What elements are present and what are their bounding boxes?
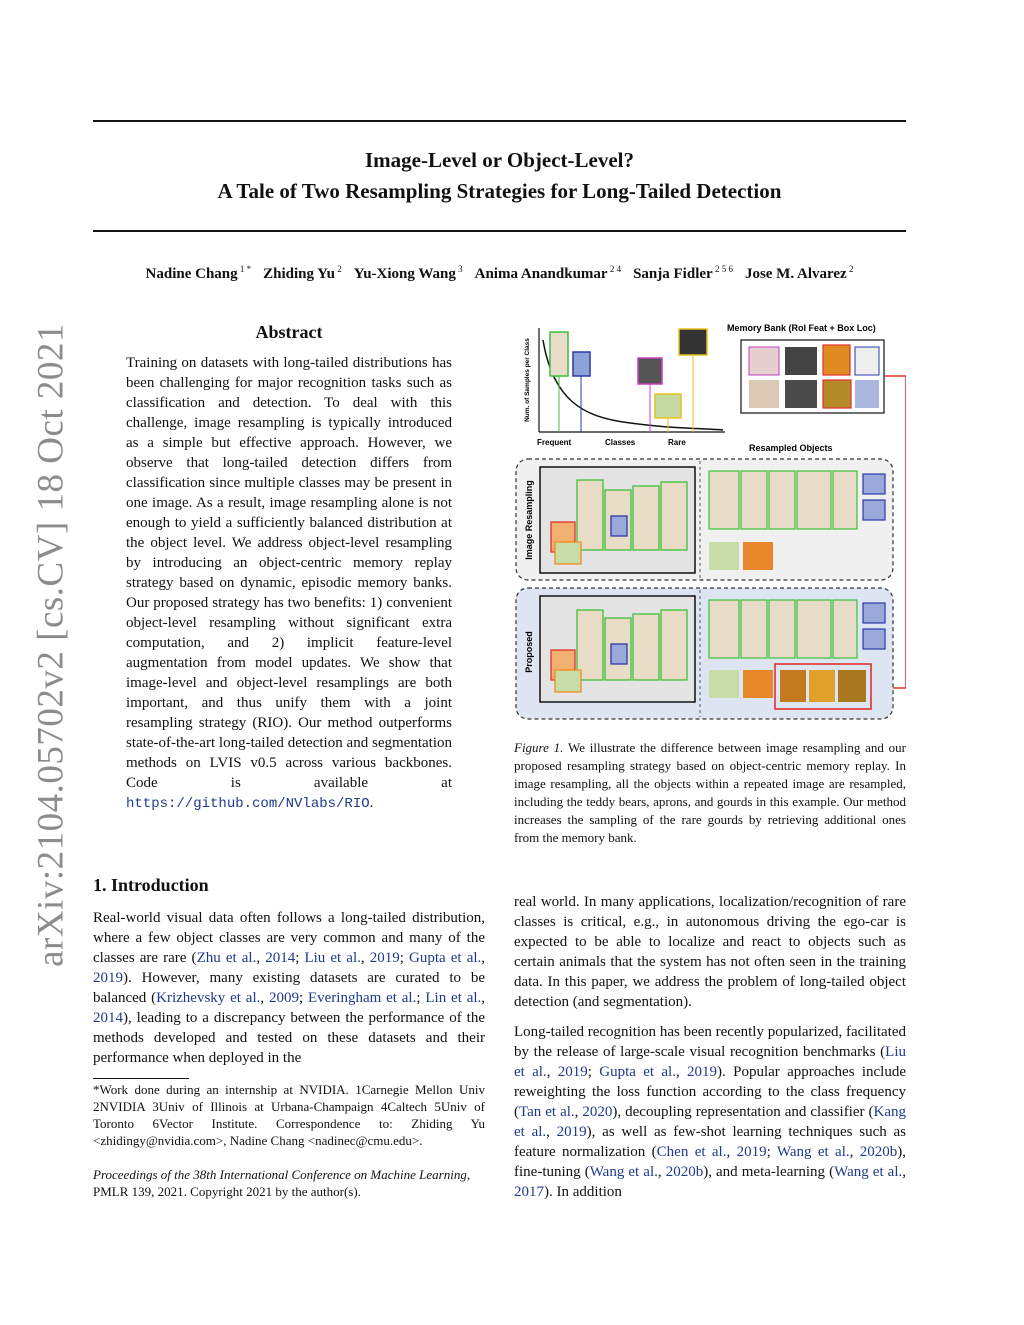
row1-bear-1 xyxy=(577,480,603,550)
author-affiliation: 2 xyxy=(334,264,342,274)
row1-label: Image Resampling xyxy=(524,480,534,560)
proposed-row xyxy=(516,588,893,719)
memory-item-6 xyxy=(785,380,817,408)
title-rule-bottom xyxy=(93,230,906,232)
memory-item-1 xyxy=(749,347,779,375)
row2-res-bear-4 xyxy=(797,600,831,658)
author-4 xyxy=(475,266,621,282)
author-name: Sanja Fidler xyxy=(633,266,713,282)
row1-apron xyxy=(611,516,627,536)
row2-res-bear-1 xyxy=(709,600,739,658)
caption-text: We illustrate the difference between image resampling and our proposed resampling strategy based on object-centric memory replay. In image resampling, all the objects within a repeated image are resampled, including the teddy bears, aprons, and gourds in this example. Our method increases the sampling of the rare gourds by retrieving additional ones from the memory bank. xyxy=(514,740,906,845)
author-name: Anima Anandkumar xyxy=(474,266,608,282)
author-affiliation: 1 * xyxy=(237,264,252,274)
proceedings-notice xyxy=(93,1166,485,1200)
text-run: ), and meta-learning ( xyxy=(703,1164,835,1180)
text-run: Long-tailed recognition has been recently popularized, facilitated by the release of large-scale visual recognition benchmarks ( xyxy=(514,1024,906,1060)
long-tail-plot xyxy=(524,328,725,447)
row1-res-apron-2 xyxy=(863,500,885,520)
row2-res-bear-2 xyxy=(741,600,767,658)
row2-res-apron-1 xyxy=(863,603,885,623)
text-run: ; xyxy=(298,990,308,1006)
text-run: Real-world visual data often follows a long-tailed distribution, where a few object classes are very common and many of the classes are rare ( xyxy=(93,910,485,966)
row2-res-cabbage xyxy=(709,670,739,698)
text-run: ), fine-tuning ( xyxy=(514,1144,907,1180)
footnote xyxy=(93,1081,485,1149)
author-name: Jose M. Alvarez xyxy=(744,266,847,282)
text-run: , xyxy=(726,1144,737,1160)
caption-label: Figure 1. xyxy=(514,740,564,755)
citation-link[interactable]: 2009 xyxy=(268,990,299,1006)
author-name: Zhiding Yu xyxy=(263,266,335,282)
citation-link[interactable]: 2019 xyxy=(93,970,123,986)
thumb-teddy-bear xyxy=(550,332,568,376)
title-rule-top xyxy=(93,120,906,122)
proceedings-part3: , PMLR 139, 2021. Copyright 2021 by the author(s). xyxy=(93,1167,471,1199)
text-run: , xyxy=(360,950,370,966)
text-run: ), leading to a discrepancy between the performance of the methods developed and tested on these datasets and their performance when deployed in the xyxy=(93,1010,485,1066)
row1-cabbage xyxy=(555,542,581,564)
citation-link[interactable]: Wang et al. xyxy=(589,1164,658,1180)
abstract-end: . xyxy=(369,795,374,811)
figure-1-caption xyxy=(514,739,906,847)
citation-link[interactable]: Kang et al. xyxy=(514,1104,906,1140)
citation-link[interactable]: Gupta et al. xyxy=(409,950,482,966)
row2-extra-gourd-1 xyxy=(780,670,806,702)
author-name: Yu-Xiong Wang xyxy=(353,266,456,282)
plot-x-frequent: Frequent xyxy=(537,438,572,447)
plot-x-classes: Classes xyxy=(605,438,636,447)
author-6 xyxy=(745,266,854,282)
author-5 xyxy=(633,266,733,282)
citation-link[interactable]: 2019 xyxy=(556,1124,587,1140)
citation-link[interactable]: 2020 xyxy=(582,1104,613,1120)
row2-apron xyxy=(611,644,627,664)
text-run: , xyxy=(902,1164,907,1180)
row2-bear-3 xyxy=(633,614,659,680)
citation-link[interactable]: Chen et al. xyxy=(656,1144,727,1160)
row1-res-bear-1 xyxy=(709,471,739,529)
citation-link[interactable]: Wang et al. xyxy=(776,1144,850,1160)
arxiv-stamp xyxy=(23,323,79,967)
paper-title xyxy=(93,145,906,207)
title-line-2: A Tale of Two Resampling Strategies for Long-Tailed Detection xyxy=(217,179,782,203)
text-run: , xyxy=(481,950,486,966)
proceedings-ordinal: 38th xyxy=(193,1167,217,1182)
citation-link[interactable]: 2019 xyxy=(369,950,400,966)
row2-res-apron-2 xyxy=(863,629,885,649)
memory-item-2 xyxy=(785,347,817,375)
intro-left-paragraph xyxy=(93,908,485,1068)
text-run: , xyxy=(481,990,486,1006)
intro-right-column xyxy=(514,892,906,1212)
abstract-text: Training on datasets with long-tailed distributions has been challenging for major recognition tasks such as classification and detection. To deal with this challenge, image resampling is typically introduced as a simple but effective approach. However, we observe that long-tailed detection differs from classification since multiple classes may be present in one image. As a result, image resampling alone is not enough to yield a sufficiently balanced distribution at the object level. We address object-level resampling by introducing an object-centric memory replay strategy based on dynamic, episodic memory banks. Our proposed strategy has two benefits: 1) convenient object-level resampling without significant extra computation, and 2) implicit feature-level augmentation from model updates. We show that image-level and object-level resamplings are both important, and thus unify them with a joint resampling strategy (RIO). Our method outperforms state-of-the-art long-tailed detection and segmentation methods on LVIS v0.5 across various backbones. Code is available at xyxy=(126,355,452,791)
citation-link[interactable]: 2014 xyxy=(93,1010,123,1026)
author-name: Nadine Chang xyxy=(145,266,238,282)
row1-bear-3 xyxy=(633,486,659,550)
row1-res-bear-2 xyxy=(741,471,767,529)
footnote-rule xyxy=(93,1078,189,1079)
row2-res-bear-3 xyxy=(769,600,795,658)
citation-link[interactable]: 2014 xyxy=(265,950,296,966)
citation-link[interactable]: Liu et al. xyxy=(304,950,361,966)
memory-item-4 xyxy=(855,347,879,375)
abstract-heading: Abstract xyxy=(255,322,323,342)
abstract-body xyxy=(126,353,452,814)
citation-link[interactable]: Lin et al. xyxy=(425,990,482,1006)
memory-item-8 xyxy=(855,380,879,408)
text-run: ; xyxy=(766,1144,777,1160)
text-run: ; xyxy=(416,990,426,1006)
row2-cabbage xyxy=(555,670,581,692)
citation-link[interactable]: 2020b xyxy=(859,1144,898,1160)
text-run: ), as well as few-shot learning techniques such as feature normalization ( xyxy=(514,1124,907,1160)
row1-res-bear-5 xyxy=(833,471,857,529)
text-run: ; xyxy=(399,950,410,966)
text-run: , xyxy=(849,1144,860,1160)
author-affiliation: 2 xyxy=(846,264,854,274)
citation-link[interactable]: Krizhevsky et al. xyxy=(156,990,261,1006)
thumb-object-yellow xyxy=(679,329,707,355)
author-1 xyxy=(146,266,252,282)
citation-link[interactable]: Liu et al. xyxy=(514,1044,906,1080)
text-run: ; xyxy=(587,1064,600,1080)
row1-res-gourd xyxy=(743,542,773,570)
memory-item-3 xyxy=(823,345,850,375)
thumb-object-magenta xyxy=(638,358,662,384)
memory-item-7 xyxy=(823,380,851,408)
row2-extra-gourd-3 xyxy=(838,670,866,702)
row1-res-cabbage xyxy=(709,542,739,570)
text-run: , xyxy=(675,1064,688,1080)
citation-link[interactable]: 2019 xyxy=(557,1064,588,1080)
thumb-apron xyxy=(573,352,590,376)
plot-ylabel: Num. of Samples per Class xyxy=(524,338,531,422)
text-run: , xyxy=(546,1064,558,1080)
citation-link[interactable]: 2019 xyxy=(736,1144,767,1160)
text-run: ). Popular approaches include reweighting the loss function according to the class frequency ( xyxy=(514,1064,907,1120)
citation-link[interactable]: Everingham et al. xyxy=(307,990,417,1006)
text-run: , xyxy=(256,950,266,966)
citation-link[interactable]: 2019 xyxy=(687,1064,718,1080)
citation-link[interactable]: 2017 xyxy=(514,1184,544,1200)
intro-right-paragraph-1: real world. In many applications, localization/recognition of rare classes is critical, e.g., in autonomous driving the ego-car is expected to be able to localize and react to objects such as certain animals that the system has not often seen in the training data. In this paper, we address the problem of long-tailed object detection (and segmentation). xyxy=(514,894,906,1010)
citation-link[interactable]: Gupta et al. xyxy=(599,1064,676,1080)
row1-bear-4 xyxy=(661,482,687,550)
text-run: , xyxy=(546,1124,557,1140)
text-run: ). In addition xyxy=(544,1184,622,1200)
plot-x-rare: Rare xyxy=(668,438,686,447)
citation-link[interactable]: 2020b xyxy=(665,1164,704,1180)
arxiv-stamp-text: arXiv:2104.05702v2 [cs.CV] 18 Oct 2021 xyxy=(30,323,72,967)
text-run: ; xyxy=(295,950,305,966)
footnote-text: *Work done during an internship at NVIDIA. 1Carnegie Mellon Univ 2NVIDIA 3Univ of Illinois at Urbana-Champaign 4Caltech 5Univ of Toronto 6Vector Institute. Correspondence to: Zhiding Yu <zhidingy@nvidia.com>, Nadine Chang <nadinec@cmu.edu>. xyxy=(93,1082,485,1148)
text-run: ), decoupling representation and classifier ( xyxy=(612,1104,874,1120)
memory-bank-label: Memory Bank (RoI Feat + Box Loc) xyxy=(727,323,876,333)
citation-link[interactable]: Tan et al. xyxy=(519,1104,575,1120)
memory-item-5 xyxy=(749,380,779,408)
text-run: , xyxy=(574,1104,583,1120)
title-line-1: Image-Level or Object-Level? xyxy=(364,148,635,172)
figure-1 xyxy=(513,320,906,724)
row2-res-bear-5 xyxy=(833,600,857,658)
thumb-cabbage xyxy=(655,394,681,418)
row2-bear-4 xyxy=(661,610,687,680)
intro-right-paragraph-2 xyxy=(514,1022,906,1202)
row2-res-gourd xyxy=(743,670,773,698)
author-3 xyxy=(354,266,463,282)
code-link[interactable]: https://github.com/NVlabs/RIO xyxy=(126,796,370,812)
text-run: , xyxy=(657,1164,666,1180)
author-affiliation: 3 xyxy=(455,264,463,274)
row2-label: Proposed xyxy=(524,631,534,673)
proceedings-part2: International Conference on Machine Learning xyxy=(216,1167,467,1182)
author-2 xyxy=(263,266,342,282)
row1-res-bear-4 xyxy=(797,471,831,529)
image-resampling-row xyxy=(516,459,893,580)
author-affiliation: 2 5 6 xyxy=(712,264,733,274)
row1-res-bear-3 xyxy=(769,471,795,529)
text-run: ). However, many existing datasets are curated to be balanced ( xyxy=(93,970,485,1006)
row2-extra-gourd-2 xyxy=(809,670,835,702)
proceedings-part1: Proceedings of the xyxy=(93,1167,194,1182)
row1-res-apron-1 xyxy=(863,474,885,494)
section-heading-introduction: 1. Introduction xyxy=(93,875,209,895)
resampled-label: Resampled Objects xyxy=(749,443,833,453)
author-list xyxy=(93,264,906,283)
text-run: , xyxy=(260,990,269,1006)
citation-link[interactable]: Zhu et al. xyxy=(196,950,257,966)
citation-link[interactable]: Wang et al. xyxy=(834,1164,903,1180)
author-affiliation: 2 4 xyxy=(607,264,622,274)
